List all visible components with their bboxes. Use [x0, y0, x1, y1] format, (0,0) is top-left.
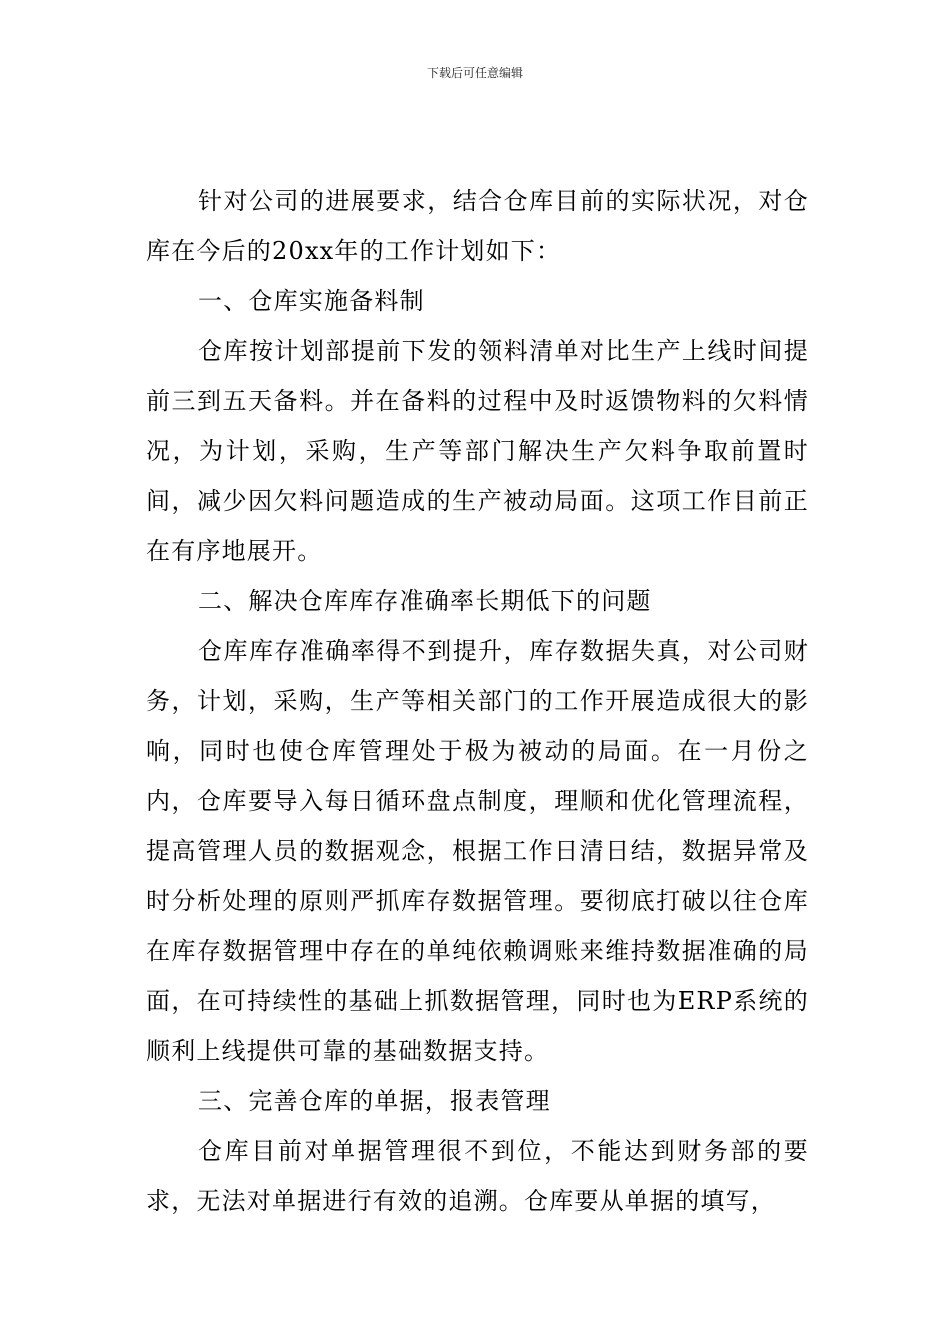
section-heading-3: 三、完善仓库的单据，报表管理 — [198, 1087, 551, 1115]
section-heading-1: 一、仓库实施备料制 — [198, 287, 425, 315]
section-paragraph-3: 仓库目前对单据管理很不到位，不能达到财务部的要求，无法对单据进行有效的追溯。仓库要从单据的填写， — [146, 1137, 809, 1215]
intro-paragraph: 针对公司的进展要求，结合仓库目前的实际状况，对仓库在今后的20xx年的工作计划如下： — [146, 187, 809, 265]
document-body — [146, 176, 809, 1226]
section-paragraph-1: 仓库按计划部提前下发的领料清单对比生产上线时间提前三到五天备料。并在备料的过程中及时返馈物料的欠料情况，为计划，采购，生产等部门解决生产欠料争取前置时间，减少因欠料问题造成的生产被动局面。这项工作目前正在有序地展开。 — [146, 337, 809, 565]
section-heading-2: 二、解决仓库库存准确率长期低下的问题 — [198, 587, 652, 615]
section-paragraph-2: 仓库库存准确率得不到提升，库存数据失真，对公司财务，计划，采购，生产等相关部门的工作开展造成很大的影响，同时也使仓库管理处于极为被动的局面。在一月份之内，仓库要导入每日循环盘点制度，理顺和优化管理流程，提高管理人员的数据观念，根据工作日清日结，数据异常及时分析处理的原则严抓库存数据管理。要彻底打破以往仓库在库存数据管理中存在的单纯依赖调账来维持数据准确的局面，在可持续性的基础上抓数据管理，同时也为ERP系统的顺利上线提供可靠的基础数据支持。 — [146, 637, 809, 1065]
page-header-note: 下载后可任意编辑 — [426, 66, 523, 80]
